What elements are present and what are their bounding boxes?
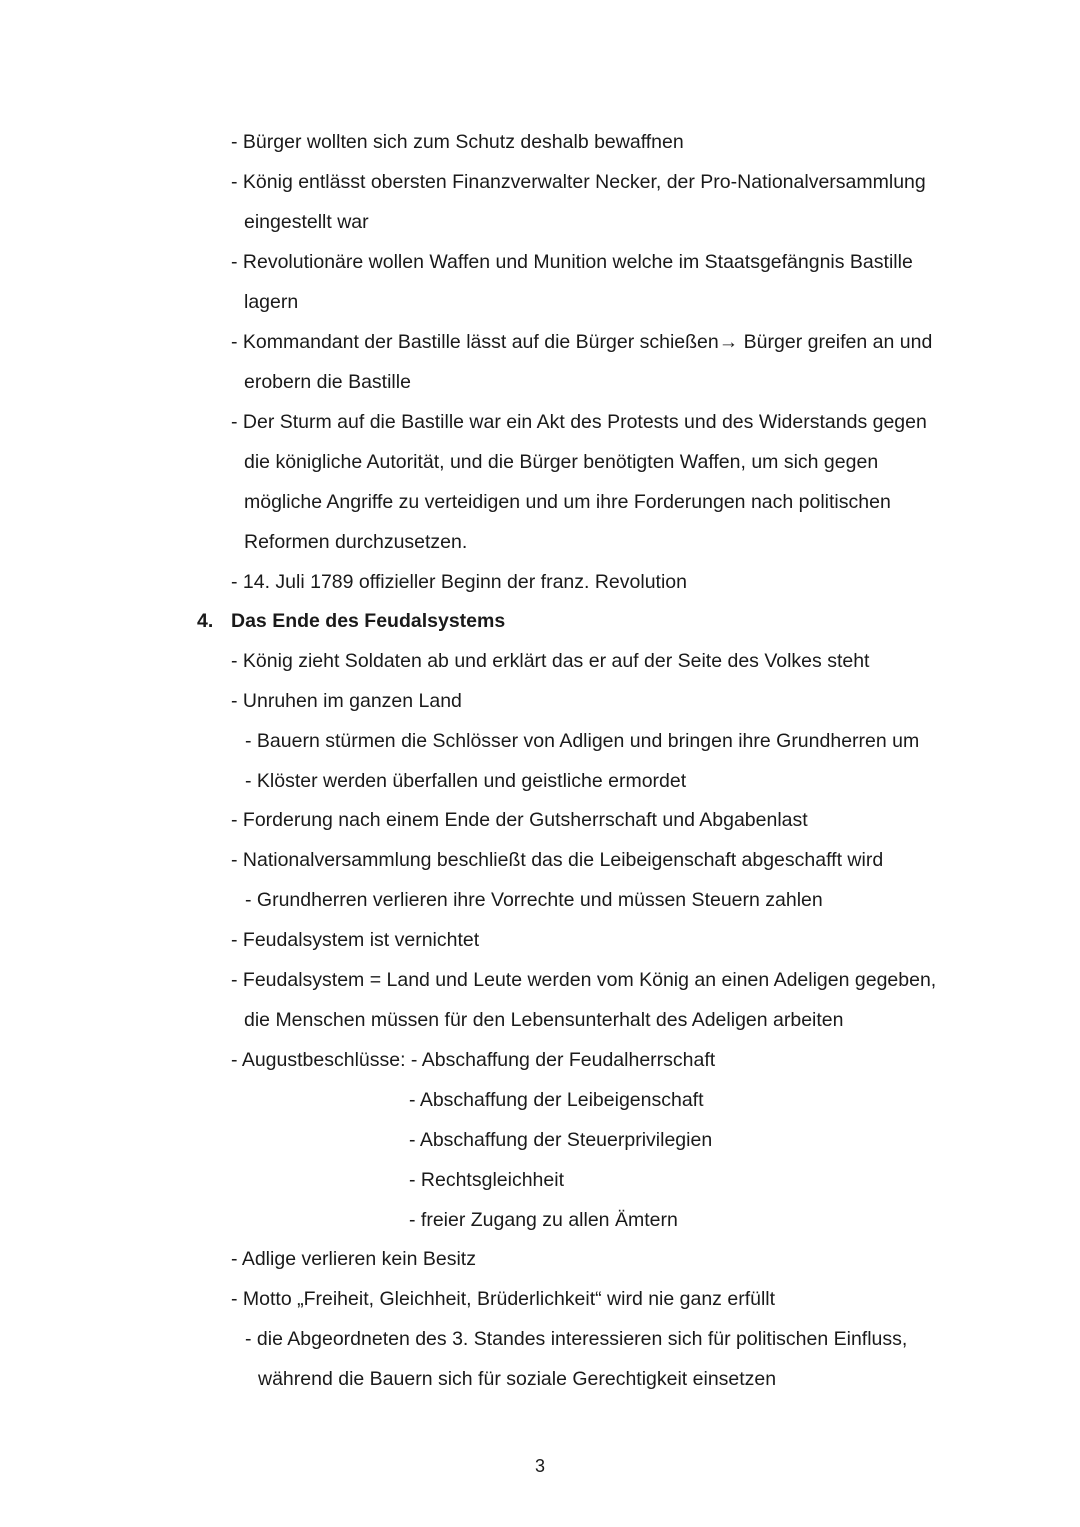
text-line: - 14. Juli 1789 offizieller Beginn der franz. Revolution	[231, 571, 687, 593]
text-line: - König entlässt obersten Finanzverwalter Necker, der Pro-Nationalversammlung	[231, 171, 926, 193]
text-line: - Grundherren verlieren ihre Vorrechte und müssen Steuern zahlen	[245, 889, 823, 911]
text-line: die Menschen müssen für den Lebensunterhalt des Adeligen arbeiten	[244, 1009, 844, 1031]
text-line: Reformen durchzusetzen.	[244, 531, 468, 553]
text-line: - Nationalversammlung beschließt das die Leibeigenschaft abgeschafft wird	[231, 849, 884, 871]
text-line: - Augustbeschlüsse: - Abschaffung der Feudalherrschaft	[231, 1049, 716, 1071]
text-line: - Kommandant der Bastille lässt auf die Bürger schießen→ Bürger greifen an und	[231, 331, 933, 353]
text-line: - Feudalsystem ist vernichtet	[231, 929, 480, 951]
text-line: - Revolutionäre wollen Waffen und Munition welche im Staatsgefängnis Bastille	[231, 251, 913, 273]
text-line: - Adlige verlieren kein Besitz	[231, 1248, 476, 1270]
text-line: eingestellt war	[244, 211, 369, 233]
text-line: - Bauern stürmen die Schlösser von Adligen und bringen ihre Grundherren um	[245, 730, 920, 752]
text-line: - die Abgeordneten des 3. Standes interessieren sich für politischen Einfluss,	[245, 1328, 908, 1350]
text-line: - Klöster werden überfallen und geistliche ermordet	[245, 770, 687, 792]
text-line: mögliche Angriffe zu verteidigen und um ihre Forderungen nach politischen	[244, 491, 891, 513]
text-line: - Unruhen im ganzen Land	[231, 690, 462, 712]
text-line: - Forderung nach einem Ende der Gutsherrschaft und Abgabenlast	[231, 809, 808, 831]
text-line: - Der Sturm auf die Bastille war ein Akt des Protests und des Widerstands gegen	[231, 411, 927, 433]
text-line: während die Bauern sich für soziale Gerechtigkeit einsetzen	[258, 1368, 777, 1390]
text-line: - König zieht Soldaten ab und erklärt das er auf der Seite des Volkes steht	[231, 650, 870, 672]
text-line: - Bürger wollten sich zum Schutz deshalb bewaffnen	[231, 131, 684, 153]
text-line: die königliche Autorität, und die Bürger benötigten Waffen, um sich gegen	[244, 451, 879, 473]
text-line: - Rechtsgleichheit	[409, 1169, 564, 1191]
section-heading: Das Ende des Feudalsystems	[231, 610, 506, 632]
section-number: 4.	[197, 610, 214, 632]
text-line: - Abschaffung der Steuerprivilegien	[409, 1129, 713, 1151]
text-line: - freier Zugang zu allen Ämtern	[409, 1209, 678, 1231]
text-line: erobern die Bastille	[244, 371, 411, 393]
page-number: 3	[534, 1456, 545, 1476]
text-line: lagern	[244, 291, 299, 313]
text-line: - Abschaffung der Leibeigenschaft	[409, 1089, 704, 1111]
text-line: - Feudalsystem = Land und Leute werden vom König an einen Adeligen gegeben,	[231, 969, 937, 991]
text-line: - Motto „Freiheit, Gleichheit, Brüderlichkeit“ wird nie ganz erfüllt	[231, 1288, 776, 1310]
